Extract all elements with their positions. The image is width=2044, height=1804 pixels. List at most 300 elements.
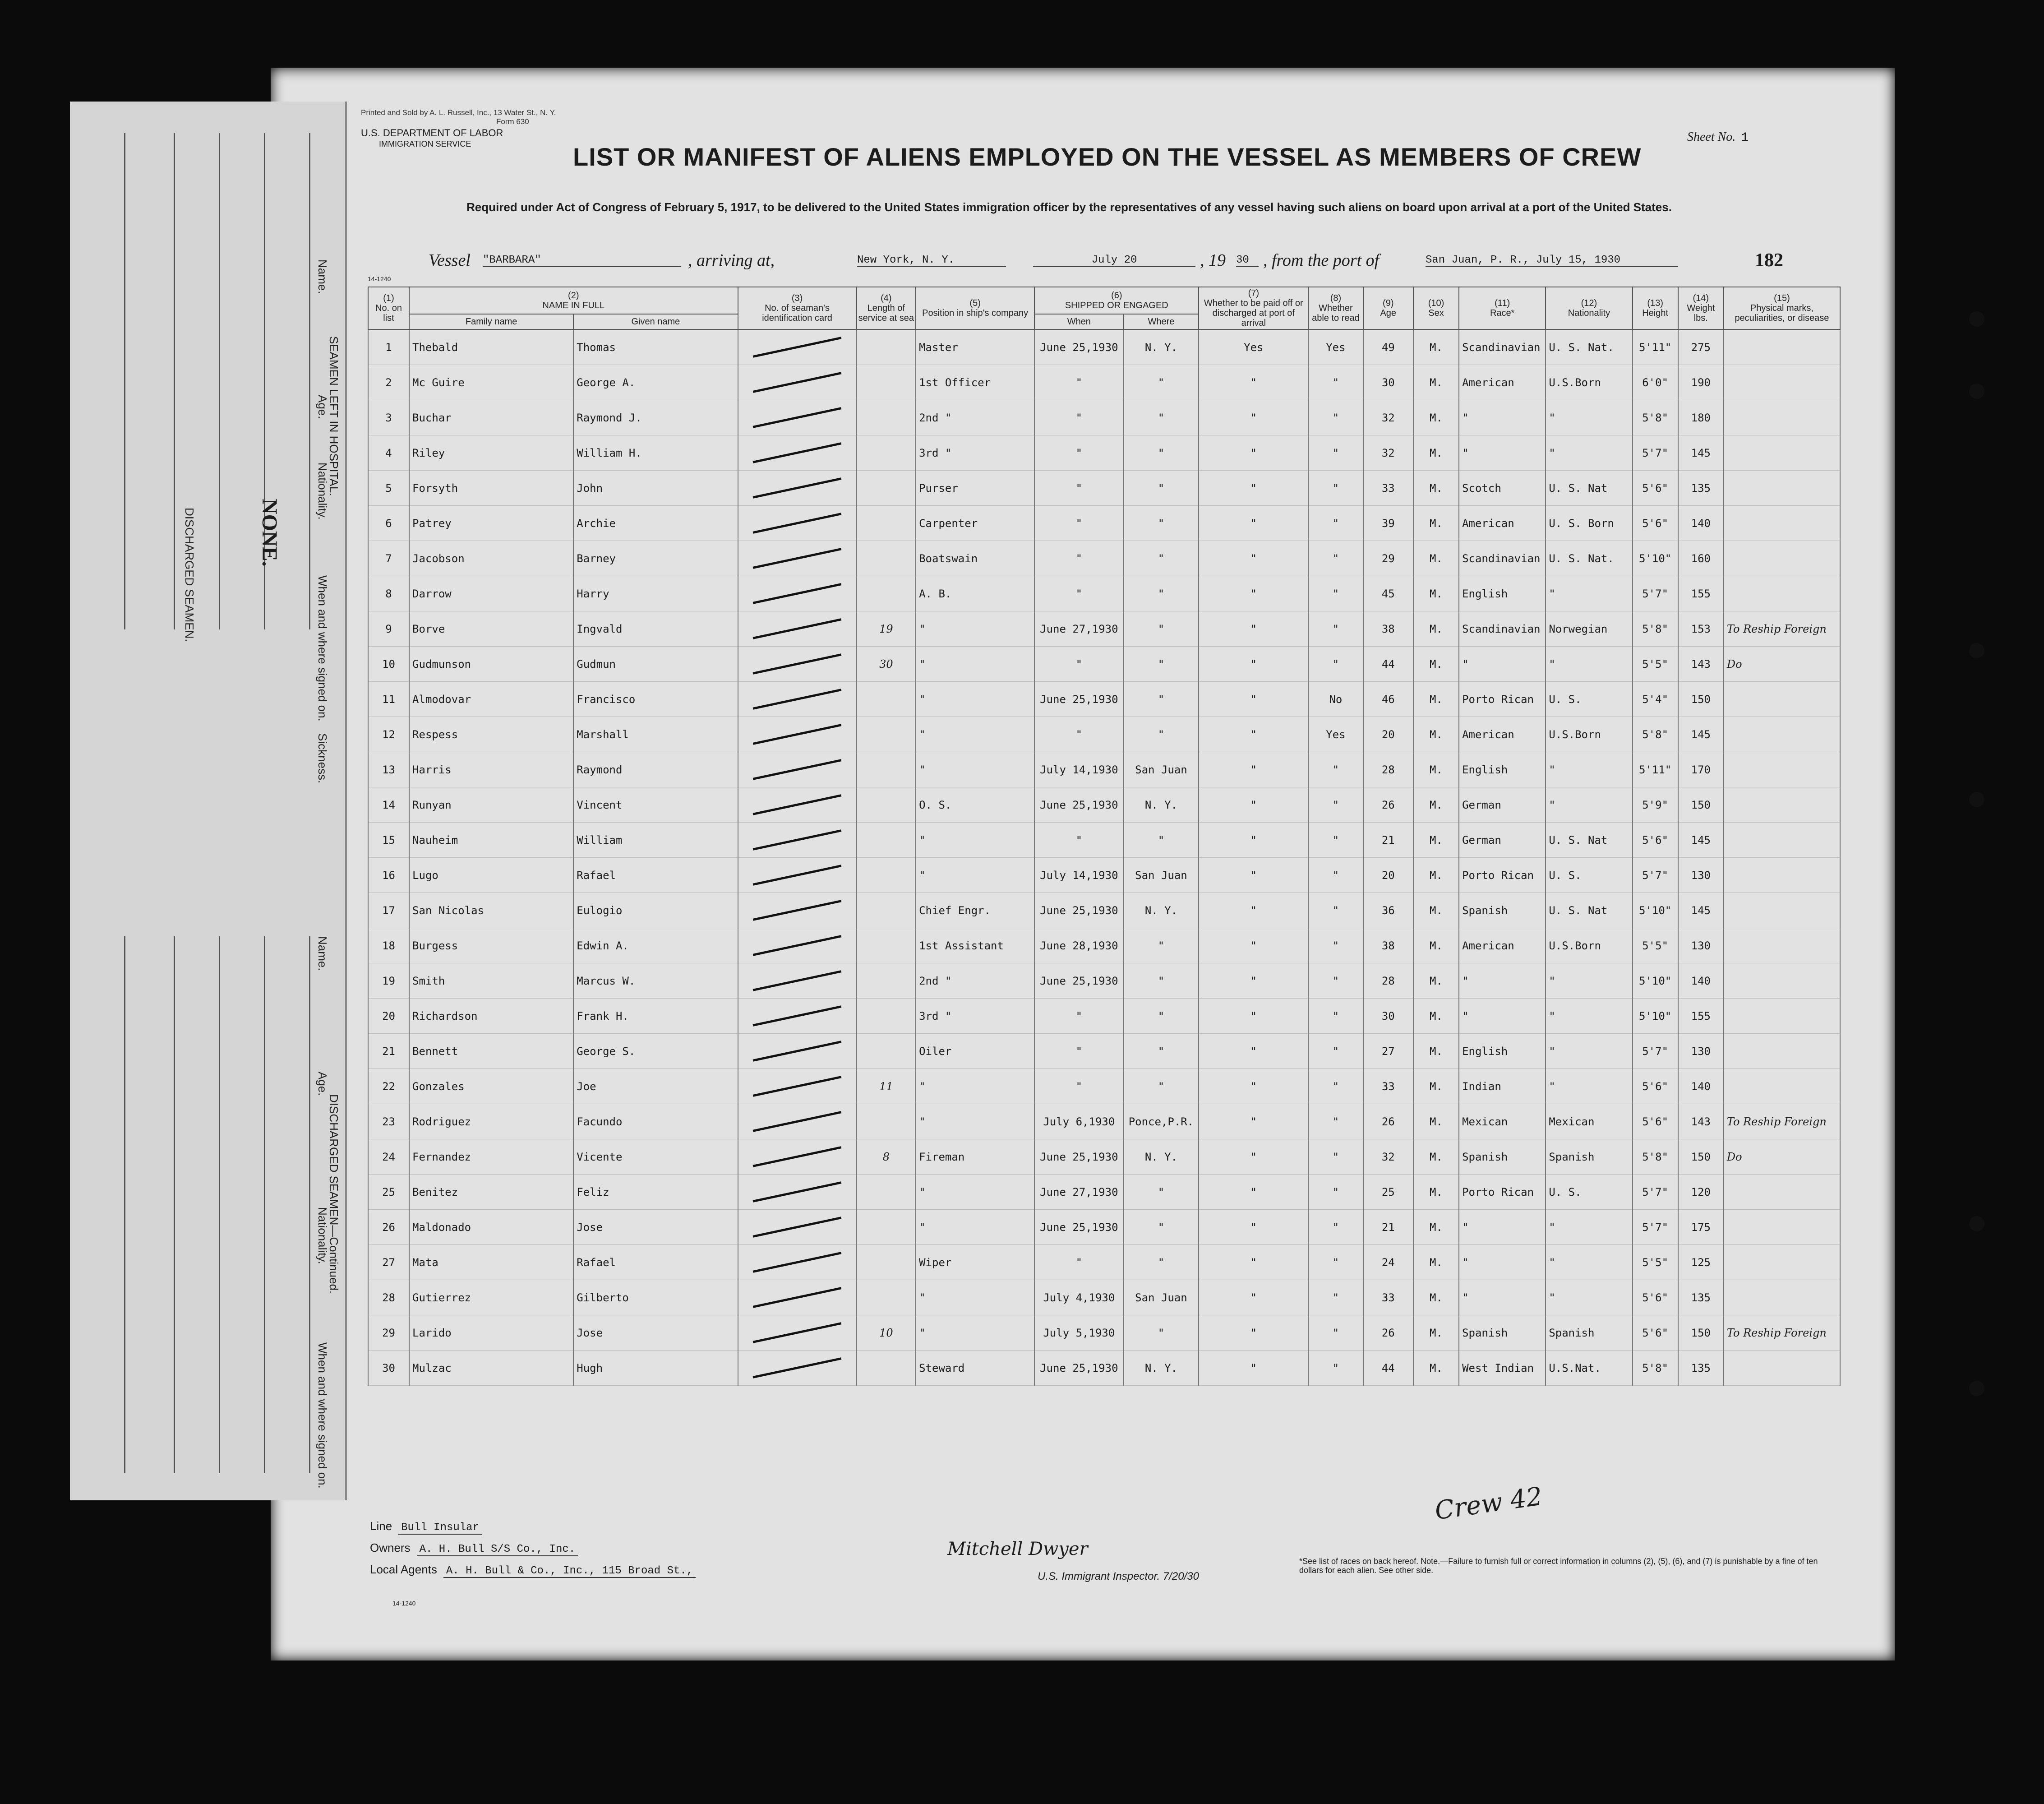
table-row bbox=[368, 858, 1840, 893]
family-name-cell: Almodovar bbox=[409, 682, 573, 717]
given-name-cell: Joe bbox=[573, 1069, 738, 1104]
col-height-index: (13) bbox=[1647, 298, 1663, 308]
sex-cell: M. bbox=[1413, 365, 1459, 400]
position-cell: 2nd " bbox=[916, 400, 1034, 435]
race-cell: " bbox=[1459, 400, 1546, 435]
age-cell: 21 bbox=[1363, 1210, 1413, 1245]
owners-value: A. H. Bull S/S Co., Inc. bbox=[417, 1543, 578, 1556]
row-number-cell: 5 bbox=[368, 471, 409, 506]
tab-name-label: Name. bbox=[316, 259, 329, 294]
tab-age-label: Age. bbox=[316, 395, 329, 419]
col-given-name-header: Given name bbox=[573, 314, 738, 329]
given-name-cell: Eulogio bbox=[573, 893, 738, 928]
form-code: 14-1240 bbox=[368, 275, 391, 282]
given-name-cell: William bbox=[573, 823, 738, 858]
nationality-cell: U. S. bbox=[1546, 858, 1632, 893]
card-dash-mark bbox=[753, 442, 842, 463]
height-cell: 5'6" bbox=[1633, 471, 1678, 506]
sex-cell: M. bbox=[1413, 1175, 1459, 1210]
inspector-prefix: U.S. bbox=[1038, 1570, 1059, 1582]
binder-hole bbox=[1969, 643, 1984, 658]
page-title: LIST OR MANIFEST OF ALIENS EMPLOYED ON THE VESSEL AS MEMBERS OF CREW bbox=[573, 143, 1642, 171]
remarks-cell bbox=[1724, 858, 1840, 893]
nationality-cell: Spanish bbox=[1546, 1315, 1632, 1351]
family-name-cell: Darrow bbox=[409, 576, 573, 611]
weight-cell: 150 bbox=[1678, 787, 1724, 823]
from-label: , from the port of bbox=[1263, 251, 1380, 270]
shipped-where-cell: " bbox=[1123, 365, 1199, 400]
weight-cell: 275 bbox=[1678, 329, 1724, 365]
shipped-where-cell: " bbox=[1123, 541, 1199, 576]
row-number-cell: 30 bbox=[368, 1351, 409, 1386]
shipped-where-cell: " bbox=[1123, 1315, 1199, 1351]
shipped-where-cell: " bbox=[1123, 928, 1199, 963]
shipped-where-cell: N. Y. bbox=[1123, 329, 1199, 365]
card-dash-mark bbox=[753, 759, 842, 780]
row-number-cell: 21 bbox=[368, 1034, 409, 1069]
able-to-read-cell: " bbox=[1308, 435, 1363, 471]
paid-off-cell: " bbox=[1199, 541, 1308, 576]
col-sex-index: (10) bbox=[1428, 298, 1444, 308]
nationality-cell: " bbox=[1546, 576, 1632, 611]
shipped-where-cell: " bbox=[1123, 435, 1199, 471]
weight-cell: 135 bbox=[1678, 1280, 1724, 1315]
race-cell: West Indian bbox=[1459, 1351, 1546, 1386]
department-service: IMMIGRATION SERVICE bbox=[379, 139, 471, 148]
given-name-cell: Raymond J. bbox=[573, 400, 738, 435]
position-cell: Wiper bbox=[916, 1245, 1034, 1280]
service-length-cell bbox=[857, 1210, 916, 1245]
service-length-cell bbox=[857, 717, 916, 752]
shipped-when-cell: " bbox=[1034, 435, 1123, 471]
paid-off-cell: " bbox=[1199, 963, 1308, 999]
remarks-cell bbox=[1724, 928, 1840, 963]
table-row bbox=[368, 928, 1840, 963]
col-read-header bbox=[1308, 287, 1363, 329]
given-name-cell: George A. bbox=[573, 365, 738, 400]
sex-cell: M. bbox=[1413, 1351, 1459, 1386]
id-card-cell bbox=[738, 611, 857, 647]
shipped-when-cell: June 25,1930 bbox=[1034, 893, 1123, 928]
family-name-cell: Richardson bbox=[409, 999, 573, 1034]
sex-cell: M. bbox=[1413, 471, 1459, 506]
col-service-label: Length of service at sea bbox=[858, 303, 914, 323]
race-cell: English bbox=[1459, 752, 1546, 787]
family-name-cell: Lugo bbox=[409, 858, 573, 893]
id-card-cell bbox=[738, 1034, 857, 1069]
height-cell: 5'6" bbox=[1633, 1315, 1678, 1351]
header-row bbox=[368, 287, 1840, 314]
age-cell: 21 bbox=[1363, 823, 1413, 858]
sex-cell: M. bbox=[1413, 647, 1459, 682]
weight-cell: 170 bbox=[1678, 752, 1724, 787]
shipped-where-cell: " bbox=[1123, 682, 1199, 717]
line-label: Line bbox=[370, 1519, 392, 1533]
family-name-cell: Nauheim bbox=[409, 823, 573, 858]
weight-cell: 143 bbox=[1678, 647, 1724, 682]
weight-cell: 130 bbox=[1678, 928, 1724, 963]
card-dash-mark bbox=[753, 1041, 842, 1061]
shipped-when-cell: June 27,1930 bbox=[1034, 611, 1123, 647]
sheet-value: 1 bbox=[1741, 131, 1749, 145]
given-name-cell: Harry bbox=[573, 576, 738, 611]
shipped-when-cell: July 14,1930 bbox=[1034, 752, 1123, 787]
manifest-number: 182 bbox=[1755, 250, 1783, 271]
weight-cell: 130 bbox=[1678, 1034, 1724, 1069]
given-name-cell: Rafael bbox=[573, 1245, 738, 1280]
height-cell: 5'11" bbox=[1633, 752, 1678, 787]
row-number-cell: 8 bbox=[368, 576, 409, 611]
weight-cell: 155 bbox=[1678, 576, 1724, 611]
able-to-read-cell: " bbox=[1308, 400, 1363, 435]
race-cell: Mexican bbox=[1459, 1104, 1546, 1139]
shipped-where-cell: " bbox=[1123, 400, 1199, 435]
id-card-cell bbox=[738, 1280, 857, 1315]
col-height-label: Height bbox=[1642, 308, 1669, 318]
nationality-cell: U.S.Born bbox=[1546, 717, 1632, 752]
remarks-cell bbox=[1724, 1245, 1840, 1280]
family-name-cell: Jacobson bbox=[409, 541, 573, 576]
row-number-cell: 17 bbox=[368, 893, 409, 928]
card-dash-mark bbox=[753, 477, 842, 498]
service-length-cell bbox=[857, 928, 916, 963]
col-shipped-label: SHIPPED OR ENGAGED bbox=[1065, 301, 1168, 311]
remarks-cell bbox=[1724, 682, 1840, 717]
tab-rule bbox=[309, 133, 310, 629]
position-cell: " bbox=[916, 1104, 1034, 1139]
given-name-cell: Facundo bbox=[573, 1104, 738, 1139]
race-cell: German bbox=[1459, 823, 1546, 858]
col-weight-index: (14) bbox=[1693, 293, 1709, 303]
sex-cell: M. bbox=[1413, 400, 1459, 435]
weight-cell: 153 bbox=[1678, 611, 1724, 647]
id-card-cell bbox=[738, 1175, 857, 1210]
department-heading bbox=[361, 128, 503, 149]
side-tab-discharged-seamen bbox=[70, 102, 347, 1500]
card-dash-mark bbox=[753, 407, 842, 428]
id-card-cell bbox=[738, 787, 857, 823]
age-cell: 36 bbox=[1363, 893, 1413, 928]
able-to-read-cell: " bbox=[1308, 576, 1363, 611]
table-row bbox=[368, 365, 1840, 400]
weight-cell: 145 bbox=[1678, 893, 1724, 928]
shipped-where-cell: San Juan bbox=[1123, 752, 1199, 787]
id-card-cell bbox=[738, 1245, 857, 1280]
table-row bbox=[368, 1245, 1840, 1280]
race-cell: American bbox=[1459, 928, 1546, 963]
table-row bbox=[368, 647, 1840, 682]
position-cell: " bbox=[916, 858, 1034, 893]
remarks-cell bbox=[1724, 1280, 1840, 1315]
height-cell: 5'6" bbox=[1633, 1069, 1678, 1104]
card-dash-mark bbox=[753, 1252, 842, 1272]
weight-cell: 145 bbox=[1678, 435, 1724, 471]
position-cell: 2nd " bbox=[916, 963, 1034, 999]
able-to-read-cell: No bbox=[1308, 682, 1363, 717]
card-dash-mark bbox=[753, 724, 842, 745]
remarks-cell bbox=[1724, 893, 1840, 928]
card-dash-mark bbox=[753, 653, 842, 674]
height-cell: 5'7" bbox=[1633, 576, 1678, 611]
card-dash-mark bbox=[753, 1181, 842, 1202]
col-weight-header bbox=[1678, 287, 1724, 329]
height-cell: 5'5" bbox=[1633, 1245, 1678, 1280]
footer-block bbox=[370, 1516, 696, 1581]
table-row bbox=[368, 1139, 1840, 1175]
table-row bbox=[368, 1175, 1840, 1210]
card-dash-mark bbox=[753, 689, 842, 709]
footer-line-row bbox=[370, 1516, 696, 1538]
crew-table bbox=[368, 287, 1841, 1386]
col-race-header bbox=[1459, 287, 1546, 329]
height-cell: 5'10" bbox=[1633, 963, 1678, 999]
row-number-cell: 13 bbox=[368, 752, 409, 787]
given-name-cell: Edwin A. bbox=[573, 928, 738, 963]
id-card-cell bbox=[738, 928, 857, 963]
col-family-name-header: Family name bbox=[409, 314, 573, 329]
shipped-when-cell: " bbox=[1034, 647, 1123, 682]
height-cell: 5'11" bbox=[1633, 329, 1678, 365]
card-dash-mark bbox=[753, 618, 842, 639]
service-length-cell bbox=[857, 471, 916, 506]
col-read-label: Whether able to read bbox=[1312, 303, 1360, 323]
row-number-cell: 19 bbox=[368, 963, 409, 999]
tab-rule bbox=[174, 936, 175, 1473]
nationality-cell: U. S. Nat bbox=[1546, 823, 1632, 858]
paid-off-cell: " bbox=[1199, 1139, 1308, 1175]
card-dash-mark bbox=[753, 865, 842, 885]
shipped-where-cell: " bbox=[1123, 823, 1199, 858]
paid-off-cell: " bbox=[1199, 1280, 1308, 1315]
sex-cell: M. bbox=[1413, 1139, 1459, 1175]
card-dash-mark bbox=[753, 583, 842, 604]
weight-cell: 175 bbox=[1678, 1210, 1724, 1245]
position-cell: Carpenter bbox=[916, 506, 1034, 541]
crew-tally: Crew 42 bbox=[1433, 1481, 1545, 1526]
age-cell: 27 bbox=[1363, 1034, 1413, 1069]
sex-cell: M. bbox=[1413, 1034, 1459, 1069]
card-dash-mark bbox=[753, 1322, 842, 1343]
able-to-read-cell: " bbox=[1308, 999, 1363, 1034]
agents-label: Local Agents bbox=[370, 1563, 437, 1576]
paid-off-cell: " bbox=[1199, 1034, 1308, 1069]
table-row bbox=[368, 576, 1840, 611]
shipped-where-cell: " bbox=[1123, 647, 1199, 682]
crew-rows bbox=[368, 329, 1840, 1386]
height-cell: 5'6" bbox=[1633, 506, 1678, 541]
id-card-cell bbox=[738, 999, 857, 1034]
sex-cell: M. bbox=[1413, 1245, 1459, 1280]
shipped-when-cell: " bbox=[1034, 717, 1123, 752]
card-dash-mark bbox=[753, 829, 842, 850]
tab-name-label-2: Name. bbox=[316, 936, 329, 971]
paid-off-cell: " bbox=[1199, 435, 1308, 471]
weight-cell: 140 bbox=[1678, 963, 1724, 999]
family-name-cell: Smith bbox=[409, 963, 573, 999]
able-to-read-cell: " bbox=[1308, 1210, 1363, 1245]
sheet-number bbox=[1687, 130, 1749, 145]
nationality-cell: " bbox=[1546, 963, 1632, 999]
sex-cell: M. bbox=[1413, 963, 1459, 999]
remarks-cell bbox=[1724, 1351, 1840, 1386]
col-race-label: Race* bbox=[1490, 308, 1515, 318]
inspector-line bbox=[1038, 1570, 1199, 1583]
table-row bbox=[368, 963, 1840, 999]
id-card-cell bbox=[738, 963, 857, 999]
family-name-cell: Mata bbox=[409, 1245, 573, 1280]
sex-cell: M. bbox=[1413, 928, 1459, 963]
year-label: , 19 bbox=[1200, 251, 1226, 270]
race-cell: Scandinavian bbox=[1459, 329, 1546, 365]
tab-left-in-hospital: SEAMEN LEFT IN HOSPITAL. bbox=[327, 336, 341, 496]
service-length-cell bbox=[857, 435, 916, 471]
line-value: Bull Insular bbox=[398, 1522, 482, 1535]
able-to-read-cell: " bbox=[1308, 506, 1363, 541]
height-cell: 5'8" bbox=[1633, 400, 1678, 435]
tab-discharged-continued: DISCHARGED SEAMEN—Continued. bbox=[327, 1094, 341, 1294]
race-cell: Spanish bbox=[1459, 1315, 1546, 1351]
card-dash-mark bbox=[753, 1357, 842, 1378]
family-name-cell: Riley bbox=[409, 435, 573, 471]
col-card-label: No. of seaman's identification card bbox=[762, 303, 832, 323]
race-cell: " bbox=[1459, 1280, 1546, 1315]
height-cell: 5'7" bbox=[1633, 1034, 1678, 1069]
able-to-read-cell: " bbox=[1308, 858, 1363, 893]
given-name-cell: Archie bbox=[573, 506, 738, 541]
service-length-cell: 11 bbox=[857, 1069, 916, 1104]
table-row bbox=[368, 823, 1840, 858]
sex-cell: M. bbox=[1413, 1315, 1459, 1351]
col-card-header bbox=[738, 287, 857, 329]
race-cell: American bbox=[1459, 506, 1546, 541]
age-cell: 32 bbox=[1363, 400, 1413, 435]
shipped-when-cell: June 25,1930 bbox=[1034, 1351, 1123, 1386]
paid-off-cell: " bbox=[1199, 999, 1308, 1034]
table-row bbox=[368, 717, 1840, 752]
age-cell: 29 bbox=[1363, 541, 1413, 576]
height-cell: 5'10" bbox=[1633, 893, 1678, 928]
age-cell: 32 bbox=[1363, 435, 1413, 471]
row-number-cell: 2 bbox=[368, 365, 409, 400]
given-name-cell: Vicente bbox=[573, 1139, 738, 1175]
col-service-index: (4) bbox=[881, 293, 892, 303]
able-to-read-cell: " bbox=[1308, 1245, 1363, 1280]
service-length-cell bbox=[857, 963, 916, 999]
inspector-signature: Mitchell Dwyer bbox=[947, 1539, 1088, 1559]
id-card-cell bbox=[738, 1315, 857, 1351]
table-row bbox=[368, 1104, 1840, 1139]
height-cell: 5'6" bbox=[1633, 1104, 1678, 1139]
row-number-cell: 27 bbox=[368, 1245, 409, 1280]
age-cell: 39 bbox=[1363, 506, 1413, 541]
card-dash-mark bbox=[753, 970, 842, 991]
tab-nationality-label: Nationality. bbox=[316, 463, 329, 520]
col-remarks-index: (15) bbox=[1774, 293, 1790, 303]
height-cell: 5'7" bbox=[1633, 1210, 1678, 1245]
sex-cell: M. bbox=[1413, 506, 1459, 541]
race-cell: " bbox=[1459, 647, 1546, 682]
shipped-when-cell: June 25,1930 bbox=[1034, 1139, 1123, 1175]
table-row bbox=[368, 893, 1840, 928]
row-number-cell: 25 bbox=[368, 1175, 409, 1210]
height-cell: 5'7" bbox=[1633, 858, 1678, 893]
age-cell: 30 bbox=[1363, 365, 1413, 400]
paid-off-cell: " bbox=[1199, 752, 1308, 787]
col-position-label: Position in ship's company bbox=[922, 308, 1029, 318]
nationality-cell: " bbox=[1546, 435, 1632, 471]
able-to-read-cell: " bbox=[1308, 1351, 1363, 1386]
row-number-cell: 20 bbox=[368, 999, 409, 1034]
arriving-port: New York, N. Y. bbox=[857, 254, 1006, 267]
col-position-index: (5) bbox=[969, 298, 981, 308]
shipped-when-cell: June 28,1930 bbox=[1034, 928, 1123, 963]
paid-off-cell: " bbox=[1199, 1351, 1308, 1386]
position-cell: " bbox=[916, 823, 1034, 858]
owners-label: Owners bbox=[370, 1541, 411, 1554]
table-row bbox=[368, 506, 1840, 541]
weight-cell: 135 bbox=[1678, 471, 1724, 506]
nationality-cell: " bbox=[1546, 1245, 1632, 1280]
table-row bbox=[368, 1034, 1840, 1069]
col-age-label: Age bbox=[1380, 308, 1397, 318]
family-name-cell: Maldonado bbox=[409, 1210, 573, 1245]
remarks-cell bbox=[1724, 1069, 1840, 1104]
remarks-cell bbox=[1724, 752, 1840, 787]
sex-cell: M. bbox=[1413, 1280, 1459, 1315]
tab-age-label-2: Age. bbox=[316, 1072, 329, 1096]
family-name-cell: Forsyth bbox=[409, 471, 573, 506]
given-name-cell: Feliz bbox=[573, 1175, 738, 1210]
inspector-label: Immigrant Inspector. bbox=[1061, 1570, 1160, 1582]
age-cell: 28 bbox=[1363, 752, 1413, 787]
position-cell: " bbox=[916, 1315, 1034, 1351]
service-length-cell bbox=[857, 1351, 916, 1386]
weight-cell: 135 bbox=[1678, 1351, 1724, 1386]
height-cell: 5'8" bbox=[1633, 1351, 1678, 1386]
col-read-index: (8) bbox=[1330, 293, 1342, 303]
vessel-label: Vessel bbox=[429, 251, 471, 270]
weight-cell: 180 bbox=[1678, 400, 1724, 435]
shipped-when-cell: June 25,1930 bbox=[1034, 1210, 1123, 1245]
row-number-cell: 7 bbox=[368, 541, 409, 576]
remarks-cell bbox=[1724, 541, 1840, 576]
card-dash-mark bbox=[753, 1005, 842, 1026]
age-cell: 25 bbox=[1363, 1175, 1413, 1210]
shipped-where-cell: " bbox=[1123, 1245, 1199, 1280]
table-row bbox=[368, 400, 1840, 435]
row-number-cell: 10 bbox=[368, 647, 409, 682]
paid-off-cell: " bbox=[1199, 928, 1308, 963]
race-cell: American bbox=[1459, 717, 1546, 752]
shipped-when-cell: " bbox=[1034, 541, 1123, 576]
shipped-where-cell: N. Y. bbox=[1123, 1351, 1199, 1386]
nationality-cell: U. S. Born bbox=[1546, 506, 1632, 541]
age-cell: 20 bbox=[1363, 717, 1413, 752]
family-name-cell: Harris bbox=[409, 752, 573, 787]
race-cell: Spanish bbox=[1459, 1139, 1546, 1175]
col-age-header bbox=[1363, 287, 1413, 329]
row-number-cell: 28 bbox=[368, 1280, 409, 1315]
family-name-cell: Patrey bbox=[409, 506, 573, 541]
family-name-cell: Larido bbox=[409, 1315, 573, 1351]
binder-hole bbox=[1969, 311, 1984, 327]
position-cell: " bbox=[916, 1210, 1034, 1245]
paid-off-cell: " bbox=[1199, 400, 1308, 435]
race-cell: Porto Rican bbox=[1459, 858, 1546, 893]
given-name-cell: Hugh bbox=[573, 1351, 738, 1386]
sex-cell: M. bbox=[1413, 329, 1459, 365]
nationality-cell: Spanish bbox=[1546, 1139, 1632, 1175]
